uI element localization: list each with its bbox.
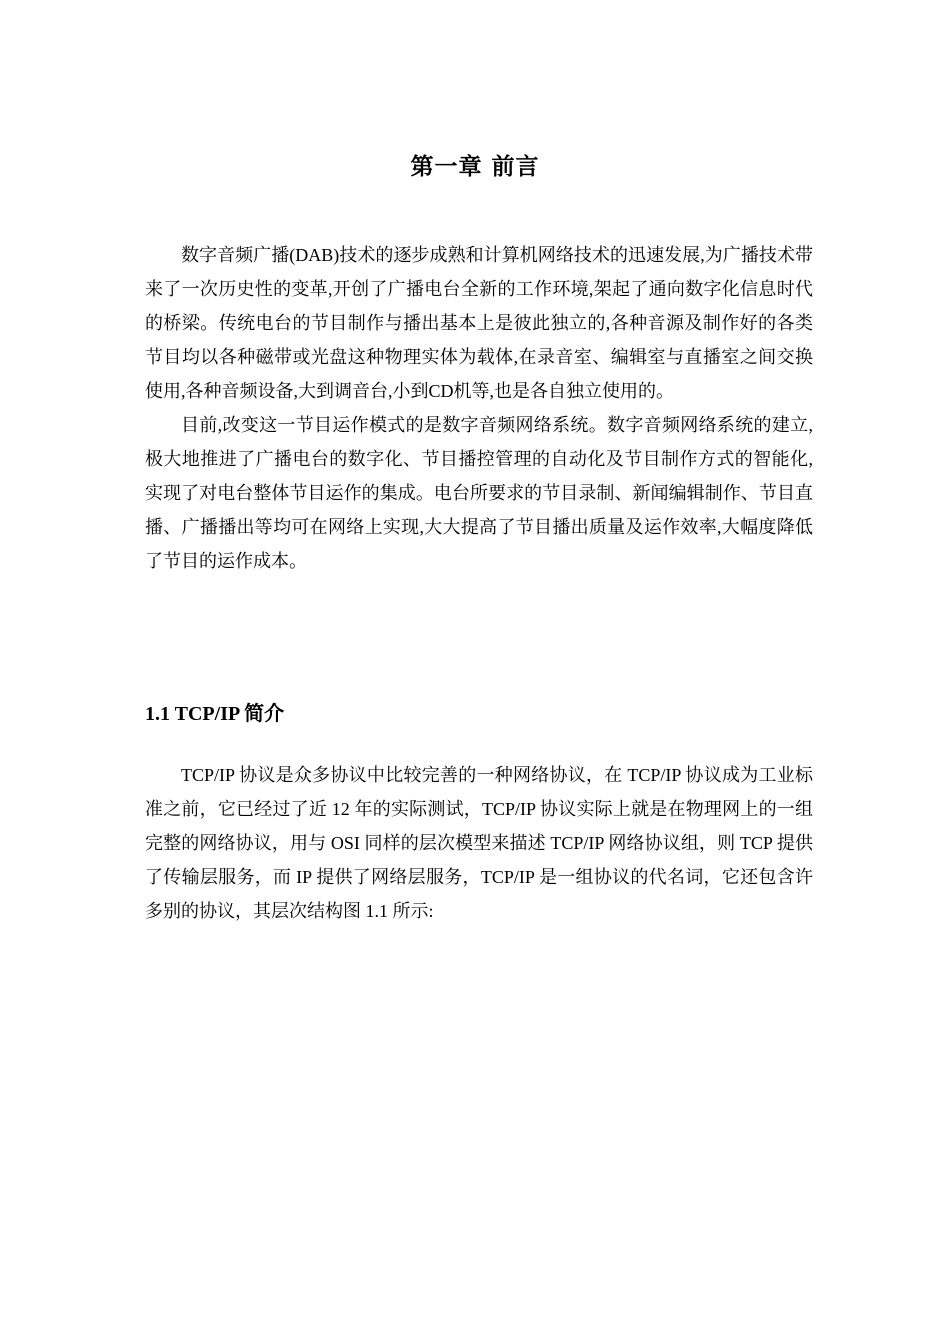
intro-section: [145, 238, 813, 578]
intro-paragraph-1: 数字音频广播(DAB)技术的逐步成熟和计算机网络技术的迅速发展,为广播技术带来了一次历史性的变革,开创了广播电台全新的工作环境,架起了通向数字化信息时代的桥梁。传统电台的节目制作与播出基本上是彼此独立的,各种音源及制作好的各类节目均以各种磁带或光盘这种物理实体为载体,在录音室、编辑室与直播室之间交换使用,各种音频设备,大到调音台,小到CD机等,也是各自独立使用的。: [145, 245, 813, 401]
tcp-ip-section: [145, 758, 813, 928]
tcp-ip-paragraph: TCP/IP 协议是众多协议中比较完善的一种网络协议，在 TCP/IP 协议成为工业标准之前，它已经过了近 12 年的实际测试，TCP/IP 协议实际上就是在物理网上的一组完整的网络协议，用与 OSI 同样的层次模型来描述 TCP/IP 网络协议组，则 TCP 提供了传输层服务，而 IP 提供了网络层服务，TCP/IP 是一组协议的代名词，它还包含许多别的协议，其层次结构图 1.1 所示:: [145, 765, 813, 921]
section-heading-tcp-ip: 1.1 TCP/IP 简介: [145, 702, 285, 725]
intro-paragraph-2: 目前,改变这一节目运作模式的是数字音频网络系统。数字音频网络系统的建立,极大地推进了广播电台的数字化、节目播控管理的自动化及节目制作方式的智能化,实现了对电台整体节目运作的集成。电台所要求的节目录制、新闻编辑制作、节目直播、广播播出等均可在网络上实现,大大提高了节目播出质量及运作效率,大幅度降低了节目的运作成本。: [145, 415, 813, 571]
chapter-title: 第一章 前言: [410, 154, 540, 181]
